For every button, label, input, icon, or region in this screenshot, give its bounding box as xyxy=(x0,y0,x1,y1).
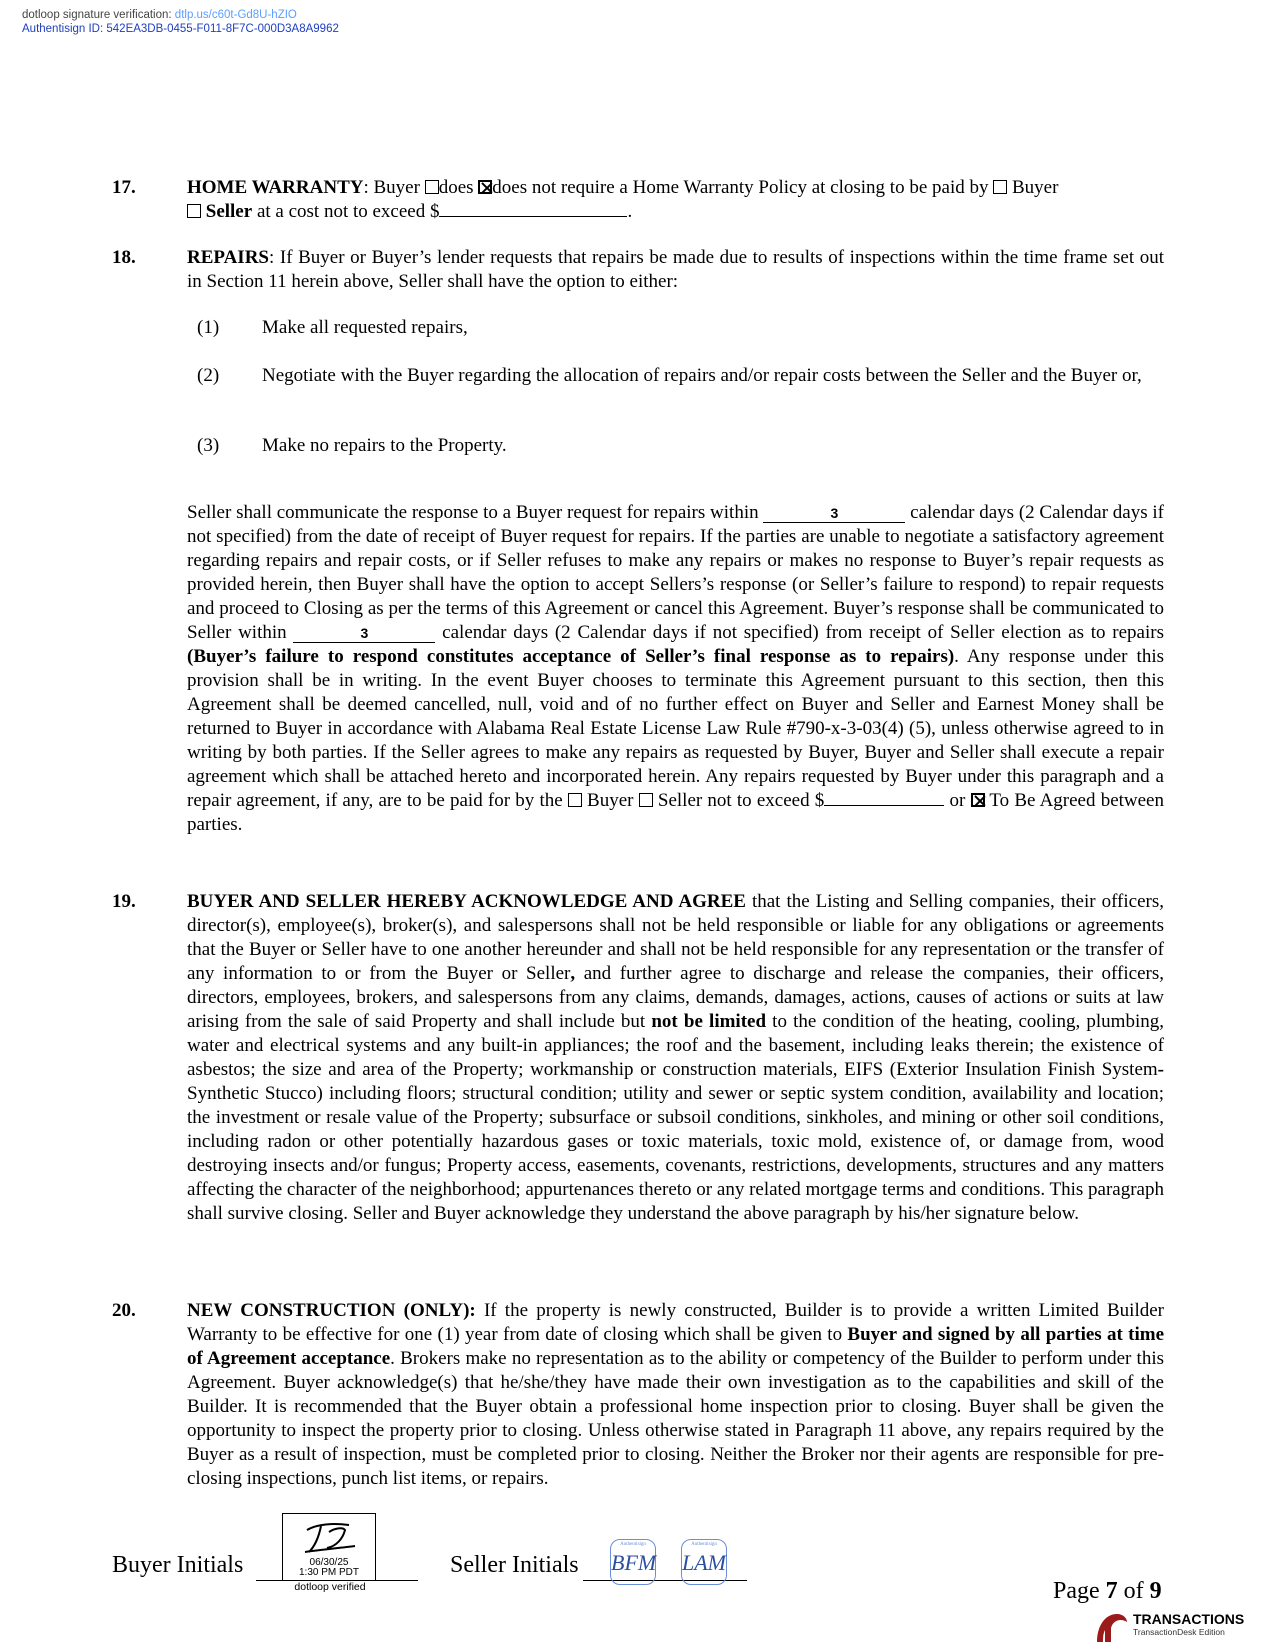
repairs-paid-seller-checkbox[interactable] xyxy=(639,793,653,807)
verification-link[interactable]: dtlp.us/c60t-Gd8U-hZIO xyxy=(174,9,297,21)
buyer-initials-date: 06/30/25 1:30 PM PDT xyxy=(298,1557,360,1578)
seller-initials-label: Seller Initials xyxy=(450,1552,579,1578)
section-number: 17. xyxy=(112,177,136,198)
seller-initials-1[interactable]: Authentisign BFM xyxy=(610,1539,656,1585)
section-number: 18. xyxy=(112,247,136,268)
paid-by-seller-checkbox[interactable] xyxy=(187,204,201,218)
section-18-intro: REPAIRS: If Buyer or Buyer’s lender requests that repairs be made due to results of inspections within the time frame set out in Section 11 herein above, Seller shall have the option to either: xyxy=(187,247,1164,292)
dotloop-verified: dotloop verified xyxy=(294,1581,366,1593)
section-heading: HOME WARRANTY xyxy=(187,177,364,198)
section-20-body: NEW CONSTRUCTION (ONLY): If the property is newly constructed, Builder is to provide a written Limited Builder Warranty to be effective for one (1) year from date of closing which shall be given to Buyer and signed by all parties at time of Agreement acceptance. Brokers make no representation as to the ability or competency of the Builder to perform under this Agreement. Buyer acknowledge(s) that he/she/they have made their own investigation as to the capabilities and skill of the Builder. It is recommended that the Buyer obtain a professional home inspection prior to closing. Buyer shall be given the opportunity to inspect the property prior to closing. Unless otherwise stated in Paragraph 11 above, any repairs required by the Buyer as a result of inspection, must be completed prior to closing. Neither the Broker nor their agents are responsible for pre-closing inspections, punch list items, or repairs. xyxy=(187,1300,1165,1489)
buyer-initials-signature[interactable] xyxy=(282,1513,376,1581)
section-heading: BUYER AND SELLER HEREBY ACKNOWLEDGE AND AGREE xyxy=(187,891,746,912)
paid-by-buyer-checkbox[interactable] xyxy=(993,180,1007,194)
warranty-cost-field[interactable] xyxy=(439,216,627,217)
section-number: 20. xyxy=(112,1300,136,1321)
section-19 xyxy=(112,890,1164,1226)
buyer-response-days-field[interactable]: 3 xyxy=(293,624,435,643)
does-checkbox[interactable] xyxy=(425,180,439,194)
to-be-agreed-checkbox-checked[interactable] xyxy=(971,793,985,807)
seller-initials-2[interactable]: Authentisign LAM xyxy=(681,1539,727,1585)
section-heading: REPAIRS xyxy=(187,247,269,268)
transactions-logo: TRANSACTIONS TransactionDesk Edition xyxy=(1095,1612,1129,1647)
does-not-checkbox-checked[interactable] xyxy=(478,180,492,194)
buyer-initials-label: Buyer Initials xyxy=(112,1552,244,1578)
authentisign-id: Authentisign ID: 542EA3DB-0455-F011-8F7C-000D3A8A9962 xyxy=(22,23,339,35)
verification-header xyxy=(22,8,339,36)
seller-response-days-field[interactable]: 3 xyxy=(763,504,905,523)
signature-initials-icon xyxy=(299,1518,359,1558)
page-number: Page 7 of 9 xyxy=(1053,1578,1162,1604)
repair-cost-field[interactable] xyxy=(824,805,944,806)
section-18 xyxy=(112,246,1164,294)
repair-response-paragraph: Seller shall communicate the response to a Buyer request for repairs within 3 calendar days (2 Calendar days if not specified) from the date of receipt of Buyer request for repairs. If the parties are unable to negotiate a satisfactory agreement regarding repairs and repair costs, or if Seller refuses to make any repairs or makes no response to Buyer’s repair requests as provided herein, then Buyer shall have the option to accept Sellers’s response (or Seller’s failure to respond) to repair requests and proceed to Closing as per the terms of this Agreement or cancel this Agreement. Buyer’s response shall be communicated to Seller within 3 calendar days (2 Calendar days if not specified) from receipt of Seller election as to repairs (Buyer’s failure to respond constitutes acceptance of Seller’s final response as to repairs). Any response under this provision shall be in writing. In the event Buyer chooses to terminate this Agreement pursuant to this section, then this Agreement shall be deemed cancelled, null, void and of no further effect on Buyer and Seller and Earnest Money shall be returned to Buyer in accordance with Alabama Real Estate License Law Rule #790-x-3-03(4) (5), unless otherwise agreed to in writing by both parties. If the Seller agrees to make any repairs as requested by Buyer, Buyer and Seller shall execute a repair agreement which shall be attached hereto and incorporated herein. Any repairs requested by Buyer under this paragraph and a repair agreement, if any, are to be paid for by the Buyer Seller not to exceed $ or To Be Agreed between parties. xyxy=(187,502,1164,835)
section-17 xyxy=(112,176,1164,224)
section-18-response xyxy=(112,501,1164,837)
logo-icon xyxy=(1095,1612,1129,1642)
section-19-body: BUYER AND SELLER HEREBY ACKNOWLEDGE AND AGREE that the Listing and Selling companies, their officers, director(s), employee(s), broker(s), and salespersons shall not be held responsible or liable for any obligations or agreements that the Buyer or Seller have to one another hereunder and shall not be held responsible for any representation or the transfer of any information to or from the Buyer or Seller, and further agree to discharge and release the companies, their officers, directors, employees, brokers, and salespersons from any claims, demands, damages, actions, causes of actions or suits at law arising from the sale of said Property and shall include but not be limited to the condition of the heating, cooling, plumbing, water and electrical systems and any built-in appliances; the roof and the basement, including leaks therein; the existence of asbestos; the size and area of the Property; workmanship or construction materials, EIFS (Exterior Insulation Finish System- Synthetic Stucco) including floors; structural condition; utility and sewer or septic system condition, availability and location; the investment or resale value of the Property; subsurface or subsoil conditions, sinkholes, and mining or other soil conditions, including radon or other potentially hazardous gases or toxic materials, toxic mold, existence of, or damage from, wood destroying insects and/or fungus; Property access, easements, covenants, restrictions, developments, structures and any matters affecting the character of the neighborhood; appurtenances thereto or any related mortgage terms and conditions. This paragraph shall survive closing. Seller and Buyer acknowledge they understand the above paragraph by his/her signature below. xyxy=(187,891,1164,1224)
section-20 xyxy=(112,1299,1164,1491)
section-heading: NEW CONSTRUCTION (ONLY): xyxy=(187,1300,476,1321)
dotloop-verification-line: dotloop signature verification: dtlp.us/c60t-Gd8U-hZIO xyxy=(22,9,297,21)
repairs-paid-buyer-checkbox[interactable] xyxy=(568,793,582,807)
section-number: 19. xyxy=(112,891,136,912)
section-17-body: HOME WARRANTY: Buyer does does not require a Home Warranty Policy at closing to be paid by Buyer Seller at a cost not to exceed $ . xyxy=(187,177,1059,222)
